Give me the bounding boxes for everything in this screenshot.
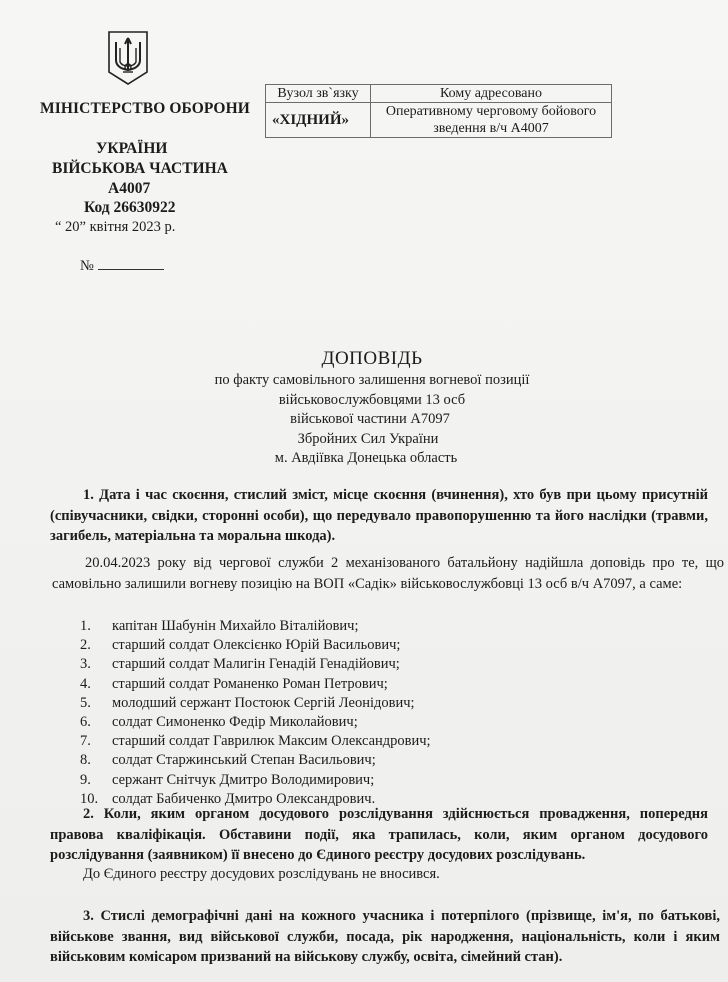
list-item: 9. сержант Снітчук Дмитро Володимирович; xyxy=(80,771,375,788)
header-cell-node: Вузол зв`язку xyxy=(266,85,371,103)
title-line: військовослужбовцями 13 осб xyxy=(278,391,466,408)
list-item: 6. солдат Симоненко Федір Миколайович; xyxy=(80,714,358,731)
ministry-name: МІНІСТЕРСТВО ОБОРОНИ xyxy=(40,100,250,117)
header-cell-addressee: Кому адресовано xyxy=(371,85,612,103)
document-date: “ 20” квітня 2023 р. xyxy=(55,219,176,235)
addressee-value xyxy=(371,103,612,138)
list-item: 8. солдат Старжинський Степан Васильович; xyxy=(80,752,376,769)
section-1-body: 20.04.2023 року від чергової служби 2 механізованого батальйону надійшла доповідь про те, що самовільно залишили вогневу позицію на ВОП «Садік» військовослужбовці 13 осб в/ч А7097, а саме: xyxy=(52,555,724,592)
trident-coat-of-arms-icon xyxy=(107,30,149,86)
list-item: 3. старший солдат Малигін Генадій Генадійович; xyxy=(80,656,400,673)
document-number xyxy=(80,257,164,275)
title-line: м. Авдіївка Донецька область xyxy=(274,450,458,466)
addressee-line: Оперативному черговому бойового xyxy=(385,104,597,119)
unit-label: ВІЙСЬКОВА ЧАСТИНА xyxy=(52,160,228,177)
country-name: УКРАЇНИ xyxy=(96,140,168,157)
table-row xyxy=(266,85,612,103)
list-item: 10. солдат Бабиченко Дмитро Олександрович. xyxy=(80,790,376,807)
list-item: 4. старший солдат Романенко Роман Петрович; xyxy=(80,675,388,692)
section-2-body: До Єдиного реєстру досудових розслідувань не вносився. xyxy=(83,866,440,882)
list-item: 1. капітан Шабунін Михайло Віталійович; xyxy=(80,618,359,634)
title-line: Збройних Сил України xyxy=(297,430,439,447)
section-3-heading: 3. Стислі демографічні дані на кожного учасника і потерпілого (прізвище, ім'я, по батькові, військове звання, вид військової служби, посада, рік народження, національність, коли і яким військовим комісаром призваний на військову службу, освіта, сімейний стан). xyxy=(50,908,720,965)
list-item: 7. старший солдат Гаврилюк Максим Олександрович; xyxy=(80,733,431,750)
routing-table xyxy=(265,84,612,138)
node-value: «ХІДНИЙ» xyxy=(266,103,371,138)
personnel-list xyxy=(80,617,431,809)
list-item: 5. молодший сержант Постоюк Сергій Леонідович; xyxy=(80,694,415,711)
section-1-heading: 1. Дата і час скоєння, стислий зміст, місце скоєння (вчинення), хто був при цьому присутній (співучасники, свідки, сторонні особи), що передувало правопорушенню та його наслідки (травми, загибель, матеріальна та моральна шкода). xyxy=(50,487,708,544)
number-blank xyxy=(98,257,164,270)
list-item: 2. старший солдат Олексієнко Юрій Васильович; xyxy=(80,637,401,654)
addressee-line: зведення в/ч А4007 xyxy=(433,121,549,136)
section-2-heading: 2. Коли, яким органом досудового розслідування здійснюється провадження, попередня правова кваліфікація. Обставини події, яка трапилась, коли, яким органом досудового розслідування (заявником) її внесено до Єдиного реєстру досудових розслідувань. xyxy=(50,806,708,863)
report-title-block xyxy=(0,347,728,469)
unit-code: А4007 xyxy=(108,180,151,197)
title-line: по факту самовільного залишення вогневої позиції xyxy=(214,372,530,388)
number-label: № xyxy=(80,258,94,274)
table-row xyxy=(266,103,612,138)
report-heading: ДОПОВІДЬ xyxy=(321,348,423,369)
organization-code: Код 26630922 xyxy=(84,199,176,216)
title-line: військової частини А7097 xyxy=(290,411,450,427)
